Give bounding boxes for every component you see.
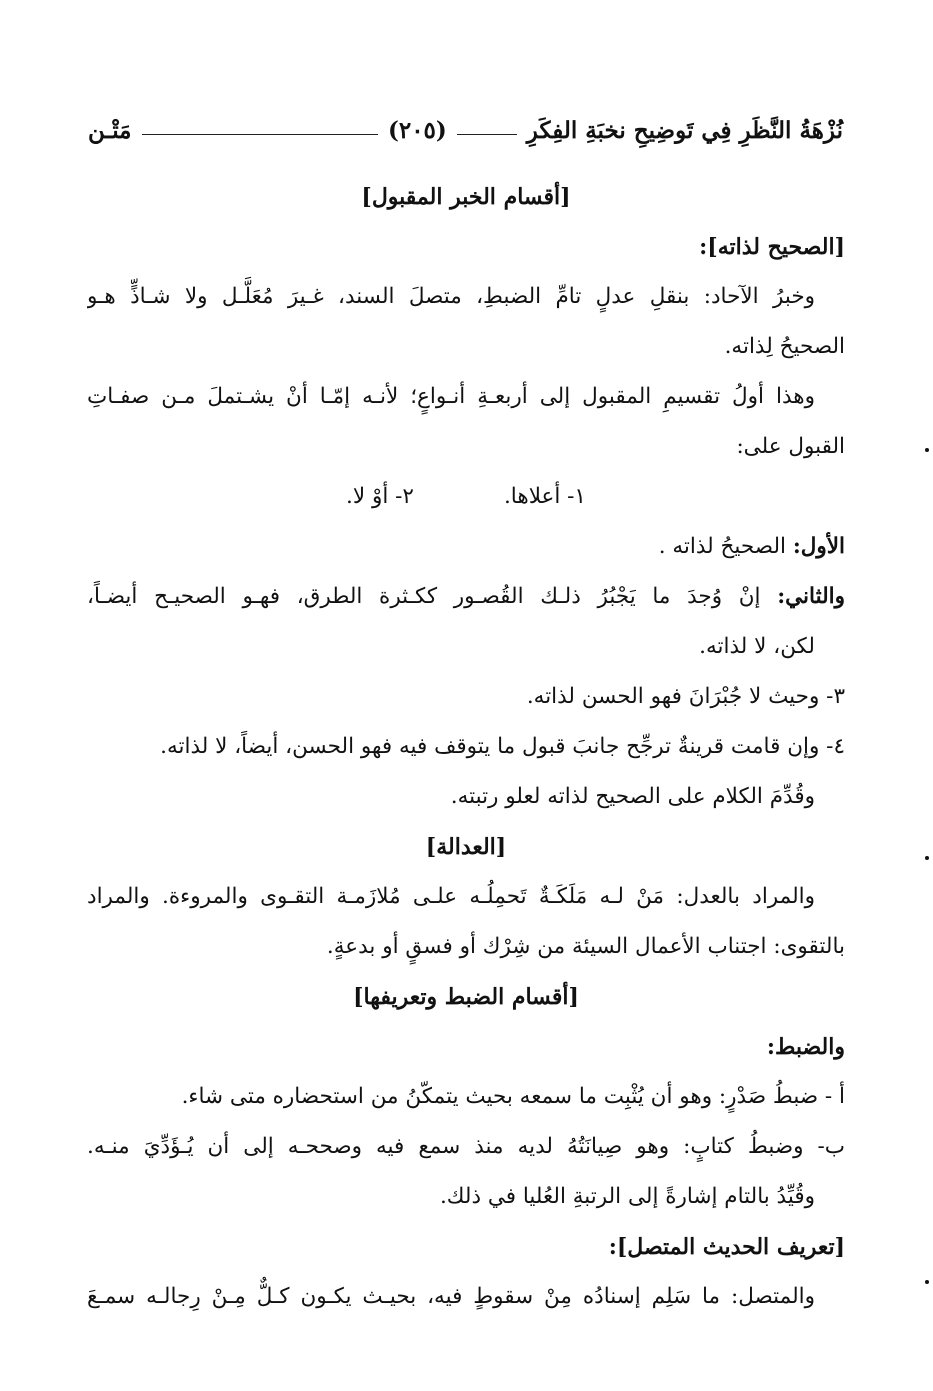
header-rule-short [457, 134, 517, 135]
list-item: ٣- وحيث لا جُبْرَانَ فهو الحسن لذاته. [526, 684, 845, 709]
term-text: الصحيحُ لذاته . [658, 534, 793, 559]
margin-mark [925, 448, 929, 452]
paragraph-line: وخبرُ الآحاد: بنقلِ عدلٍ تامِّ الضبطِ، متصلَ السند، غـيرَ مُعَلَّـل ولا شـاذٍّ هـو [87, 284, 815, 309]
paragraph-line: والمتصل: ما سَلِم إسنادُه مِنْ سقوطٍ فيه، بحيـث يكـون كـلٌّ مِـنْ رِجالـه سمـعَ [87, 1284, 815, 1309]
paragraph-line: القبول على: [736, 434, 845, 459]
list-item: ب- وضبطُ كتابٍ: وهو صِيانَتُهُ لديه منذ سمع فيه وصححـه إلى أن يُـؤَدِّيَ منـه. [87, 1134, 845, 1159]
list-item: أ - ضبطُ صَدْرٍ: وهو أن يُثْبِت ما سمعه بحيث يتمكّنُ من استحضاره متى شاء. [181, 1084, 845, 1109]
list-item: ١- أعلاها. [503, 484, 586, 509]
section-heading-sahih: [الصحيح لذاته]: [699, 234, 845, 260]
running-header [88, 112, 843, 148]
paragraph-line: الصحيحُ لِذاته. [724, 334, 845, 359]
term-label-second: والثاني: [777, 584, 845, 609]
section-heading-maqbul: [أقسام الخبر المقبول] [361, 184, 571, 210]
term-label-first: الأول: [792, 534, 845, 559]
header-matn-label: مَتْـن [88, 116, 132, 144]
section-heading-dabt: [أقسام الضبط وتعريفها] [353, 984, 579, 1010]
numbered-list-inline [87, 472, 845, 522]
margin-mark [925, 1280, 929, 1284]
list-item: ٢- أوْ لا. [346, 484, 414, 509]
header-page-number: (٢٠٥) [387, 116, 447, 144]
margin-mark [925, 856, 929, 860]
paragraph-line: والمراد بالعدل: مَنْ لـه مَلَكَـةٌ تَحمِلُـه علـى مُلازَمـة التقـوى والمروءة. والمراد [87, 884, 815, 909]
list-item: ٤- وإن قامت قرينةٌ ترجِّح جانبَ قبول ما يتوقف فيه فهو الحسن، أيضاً، لا لذاته. [160, 734, 845, 759]
section-heading-adala: [العدالة] [425, 834, 507, 860]
paragraph-line: بالتقوى: اجتناب الأعمال السيئة من شِرْك أو فسقٍ أو بدعةٍ. [326, 934, 845, 959]
header-book-title: نُزْهَةُ النَّظَرِ فِي تَوضِيحِ نخبَةِ الفِكَرِ [526, 116, 843, 144]
paragraph-line: وهذا أولُ تقسيمِ المقبول إلى أربعـةِ أنـواعٍ؛ لأنـه إمّـا أنْ يشـتملَ مـن صفـاتِ [87, 384, 815, 409]
paragraph-line [87, 522, 845, 572]
term-label-dabt: والضبط: [766, 1034, 845, 1060]
paragraph-line: وقُدِّمَ الكلام على الصحيح لذاته لعلو رتبته. [450, 784, 815, 809]
header-rule-long [142, 134, 378, 135]
term-text: إنْ وُجدَ ما يَجْبُرُ ذلـك القُصـور ككـثرة الطرق، فهـو الصحيـح أيضـاً، [87, 584, 778, 609]
paragraph-line: وقُيِّدُ بالتام إشارةً إلى الرتبةِ العُليا في ذلك. [439, 1184, 815, 1209]
section-heading-muttasil: [تعريف الحديث المتصل]: [608, 1234, 845, 1260]
paragraph-line [87, 572, 845, 622]
document-body [87, 172, 845, 1322]
paragraph-line: لكن، لا لذاته. [699, 634, 815, 659]
